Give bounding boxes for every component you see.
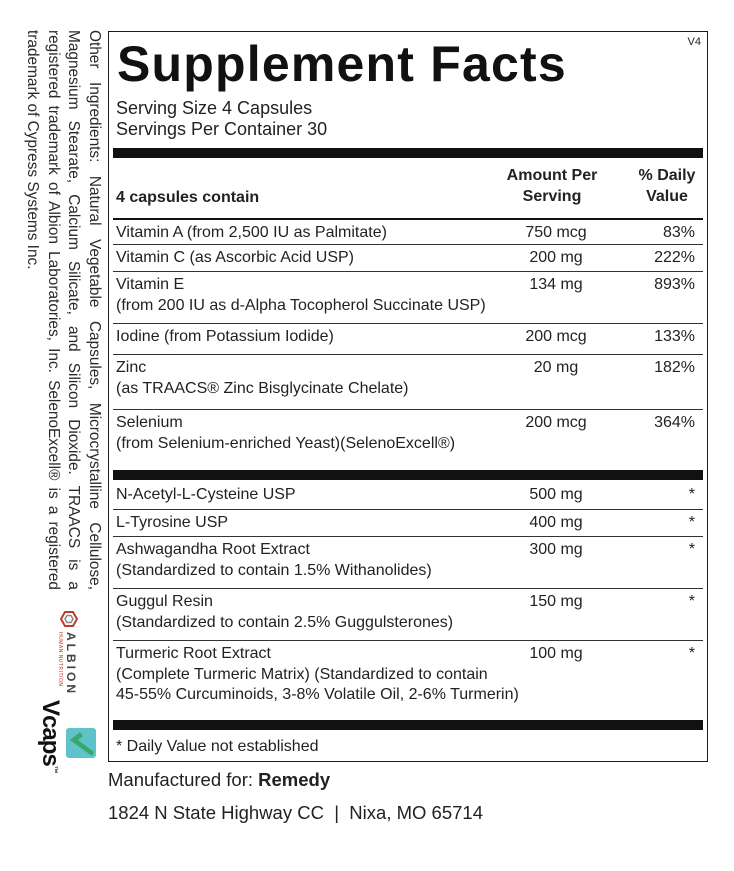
nutrient-row: Iodine (from Potassium Iodide) 200 mcg 133%: [113, 323, 703, 354]
nutrient-row: Vitamin C (as Ascorbic Acid USP) 200 mg 222%: [113, 244, 703, 271]
thick-divider: [113, 148, 703, 158]
serving-size: Serving Size 4 Capsules: [116, 98, 313, 118]
panel-title: Supplement Facts: [117, 36, 567, 92]
manufacturer-address: 1824 N State Highway CC | Nixa, MO 65714: [108, 802, 483, 823]
servings-per-container: Servings Per Container 30: [116, 119, 328, 139]
nutrient-row: Vitamin E (from 200 IU as d-Alpha Tocopherol Succinate USP) 134 mg 893%: [113, 271, 703, 323]
thick-divider: [113, 720, 703, 730]
supplement-facts-panel: [108, 31, 708, 762]
albion-mark-icon: [60, 610, 78, 628]
vcaps-logo: [26, 700, 66, 790]
manufacturer-name: Remedy: [258, 769, 331, 790]
serving-info: [116, 98, 327, 140]
albion-logo: [48, 610, 78, 696]
albion-wordmark: ALBION: [64, 632, 78, 696]
thick-divider: [113, 470, 703, 480]
nutrient-row: Selenium (from Selenium-enriched Yeast)(SelenoExcell®) 200 mcg 364%: [113, 409, 703, 465]
ingredient-row: Turmeric Root Extract (Complete Turmeric Matrix) (Standardized to contain 45-55% Curcuminoids, 3-8% Volatile Oil, 2-6% Turmerin) 100 mg *: [113, 640, 703, 718]
manufacturer-line: Manufactured for: Remedy: [108, 769, 331, 790]
nutrient-row: Vitamin A (from 2,500 IU as Palmitate) 750 mcg 83%: [113, 218, 703, 244]
other-ingredients-text: [22, 30, 104, 590]
vcaps-leaf-icon: [64, 726, 98, 760]
ingredient-row: N-Acetyl-L-Cysteine USP 500 mg *: [116, 486, 695, 503]
nutrient-row: Zinc (as TRAACS® Zinc Bisglycinate Chelate) 20 mg 182%: [113, 354, 703, 409]
version-label: V4: [687, 36, 701, 48]
ingredient-row: Ashwagandha Root Extract (Standardized to contain 1.5% Withanolides) 300 mg *: [113, 536, 703, 588]
other-ingredients-paragraph: Other Ingredients: Natural Vegetable Capsules, Microcrystalline Cellulose, Magnesium Stearate, Calcium Silicate, and Silicon Dioxide. TRAACS is a registered trademark of Albion Laboratories, Inc. SelenoExcell® is a registered trademark of Cypress Systems Inc.: [24, 30, 103, 590]
daily-value-footnote: * Daily Value not established: [116, 738, 319, 755]
ingredient-row: L-Tyrosine USP 400 mg *: [113, 509, 703, 536]
header-capsules-contain: 4 capsules contain: [116, 189, 260, 206]
ingredient-row: Guggul Resin (Standardized to contain 2.5% Guggulsterones) 150 mg *: [113, 588, 703, 640]
albion-tagline: HUMAN NUTRITION: [57, 632, 63, 687]
header-daily-value: % Daily Value: [638, 167, 696, 205]
header-amount-per-serving: Amount Per Serving: [506, 167, 598, 205]
vcaps-wordmark: Vcaps™: [37, 700, 64, 773]
